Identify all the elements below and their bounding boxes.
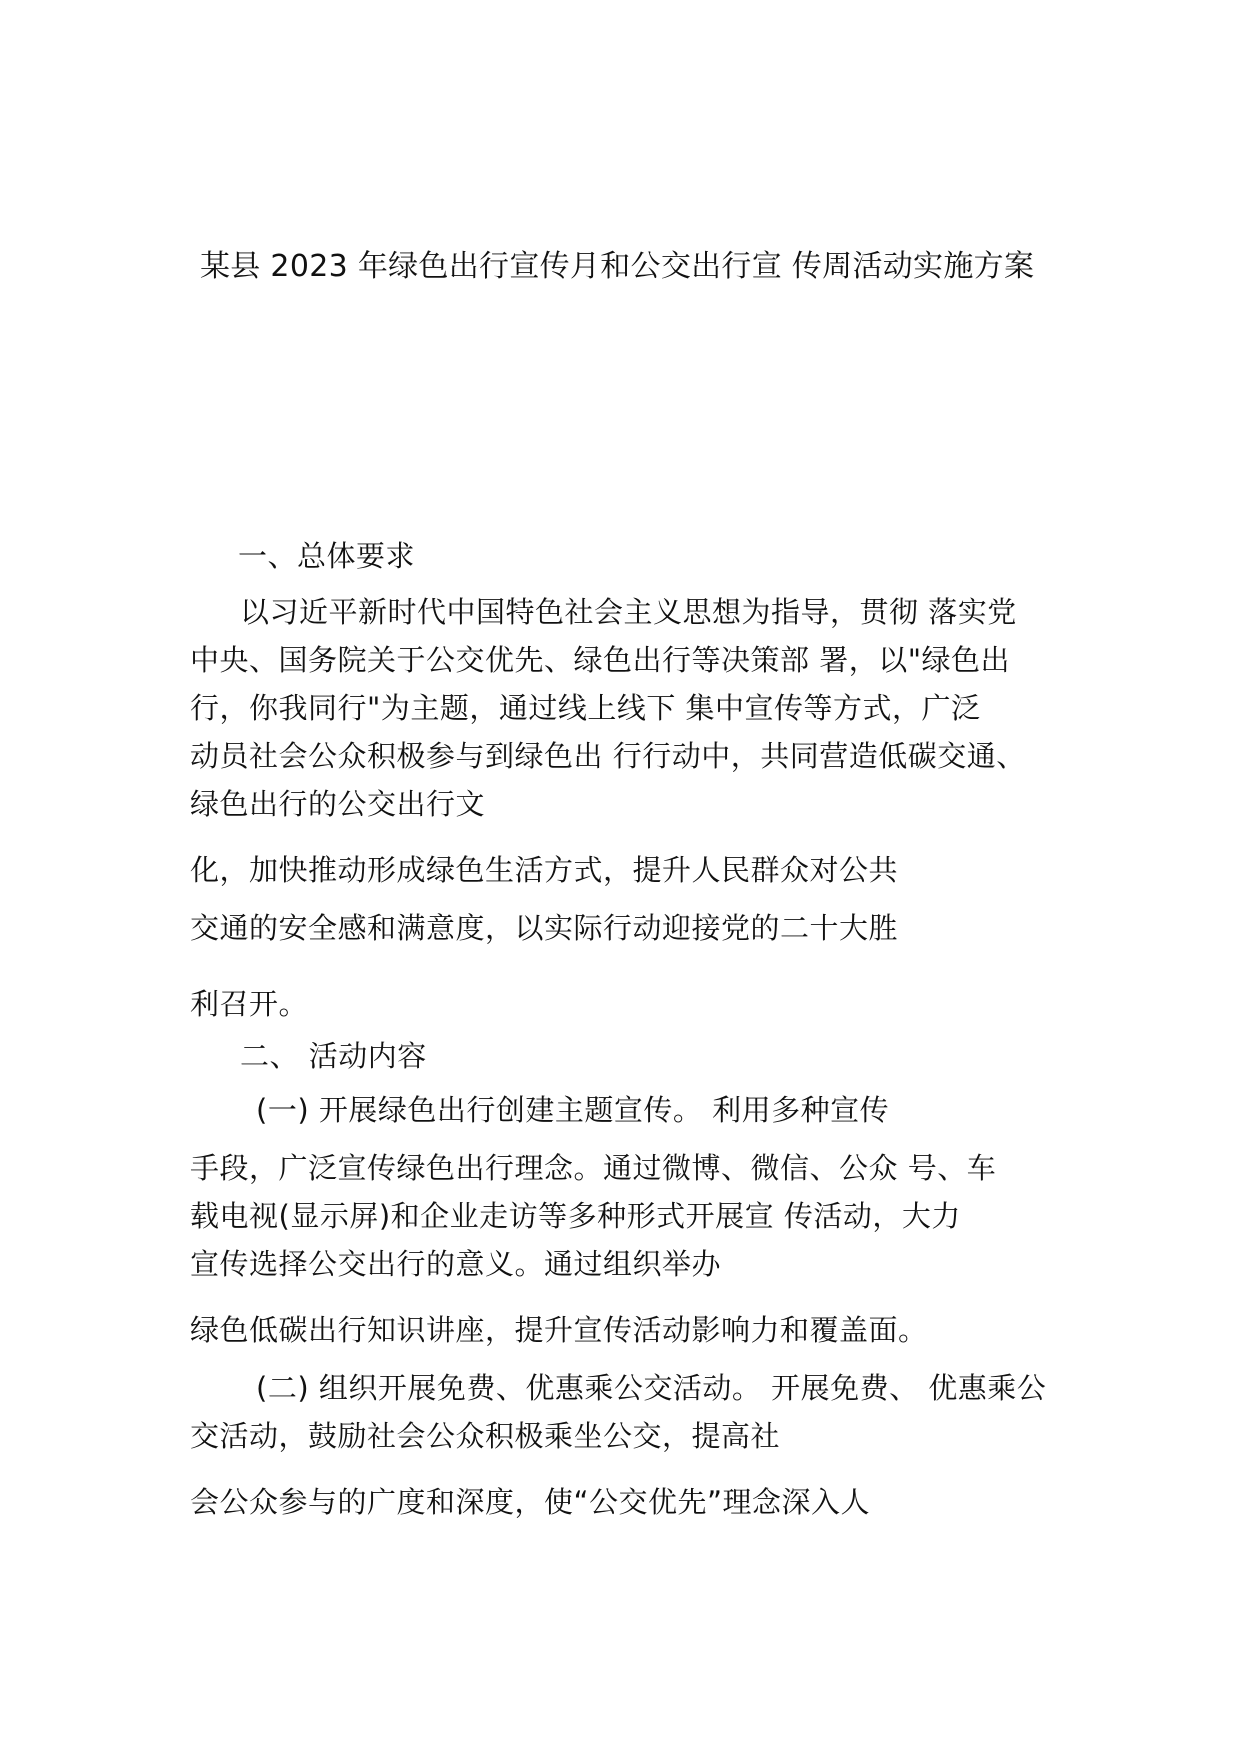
document-title: 某县 2023 年绿色出行宣传月和公交出行宣 传周活动实施方案: [200, 249, 1035, 284]
subsection-heading-line: (一) 开展绿色出行创建主题宣传。 利用多种宣传: [256, 1093, 890, 1127]
paragraph-line: 利召开。: [190, 987, 309, 1021]
paragraph-line: 手段，广泛宣传绿色出行理念。通过微博、微信、公众 号、车: [190, 1151, 997, 1185]
paragraph-line: 交通的安全感和满意度，以实际行动迎接党的二十大胜: [190, 911, 899, 945]
section-heading-overall-requirements: 一、总体要求: [238, 539, 416, 573]
paragraph-line: 以习近平新时代中国特色社会主义思想为指导，贯彻 落实党: [240, 595, 1017, 629]
paragraph-line: 宣传选择公交出行的意义。通过组织举办: [190, 1247, 722, 1281]
paragraph-line: 动员社会公众积极参与到绿色出 行行动中，共同营造低碳交通、: [190, 739, 1026, 773]
subsection-heading-line: (二) 组织开展免费、优惠乘公交活动。 开展免费、 优惠乘公: [256, 1371, 1047, 1405]
paragraph-line: 行，你我同行"为主题，通过线上线下 集中宣传等方式，广泛: [190, 691, 981, 725]
section-heading-activity-content: 二、 活动内容: [240, 1039, 427, 1073]
paragraph-line: 绿色出行的公交出行文: [190, 787, 486, 821]
paragraph-line: 交活动，鼓励社会公众积极乘坐公交，提高社: [190, 1419, 781, 1453]
paragraph-line: 载电视(显示屏)和企业走访等多种形式开展宣 传活动，大力: [190, 1199, 961, 1233]
paragraph-line: 化，加快推动形成绿色生活方式，提升人民群众对公共: [190, 853, 899, 887]
paragraph-line: 会公众参与的广度和深度，使“公交优先”理念深入人: [190, 1485, 871, 1519]
paragraph-line: 中央、国务院关于公交优先、绿色出行等决策部 署，以"绿色出: [190, 643, 1011, 677]
paragraph-line: 绿色低碳出行知识讲座，提升宣传活动影响力和覆盖面。: [190, 1313, 928, 1347]
